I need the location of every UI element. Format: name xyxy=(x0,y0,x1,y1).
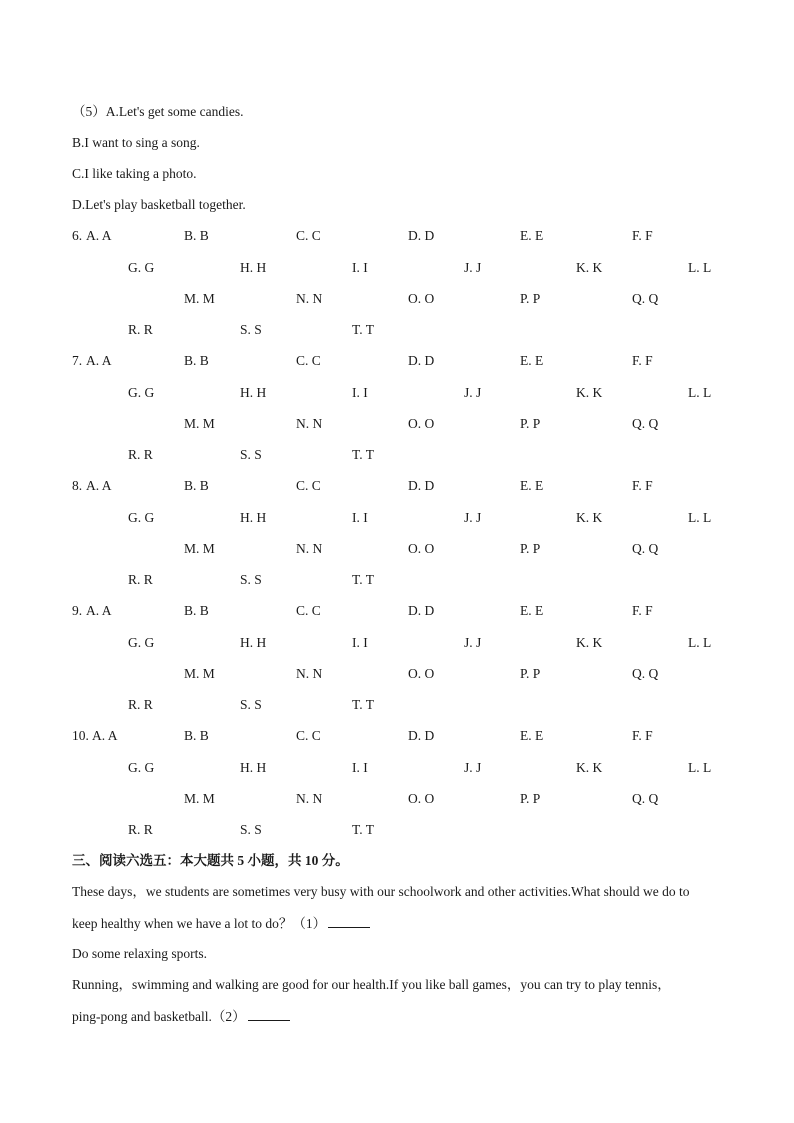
choice: E. E xyxy=(520,478,544,493)
choice: L. L xyxy=(688,510,712,525)
choice: D. D xyxy=(408,228,435,243)
question-number: 10. xyxy=(72,728,89,743)
choice: E. E xyxy=(520,228,544,243)
choice: P. P xyxy=(520,666,541,681)
choice: C. C xyxy=(296,728,321,743)
passage-line: Do some relaxing sports. xyxy=(72,946,207,961)
choice: R. R xyxy=(128,697,153,712)
choice: A. A xyxy=(86,478,112,493)
choice: H. H xyxy=(240,385,267,400)
choice: G. G xyxy=(128,385,155,400)
choice: D. D xyxy=(408,728,435,743)
choice: T. T xyxy=(352,572,374,587)
choice: I. I xyxy=(352,760,368,775)
choice: I. I xyxy=(352,385,368,400)
choice: O. O xyxy=(408,291,435,306)
choice: A. A xyxy=(86,353,112,368)
choice: G. G xyxy=(128,510,155,525)
choice: H. H xyxy=(240,260,267,275)
choice: E. E xyxy=(520,353,544,368)
choice: T. T xyxy=(352,822,374,837)
choice: S. S xyxy=(240,322,262,337)
choice: T. T xyxy=(352,697,374,712)
choice: C. C xyxy=(296,478,321,493)
choice: T. T xyxy=(352,447,374,462)
choice: O. O xyxy=(408,666,435,681)
choice: K. K xyxy=(576,260,603,275)
choice: J. J xyxy=(464,510,482,525)
choice: B. B xyxy=(184,603,209,618)
choice: F. F xyxy=(632,228,653,243)
option-5a: （5）A.Let's get some candies. xyxy=(72,104,244,119)
choice: Q. Q xyxy=(632,541,659,556)
choice: N. N xyxy=(296,666,323,681)
choice: C. C xyxy=(296,603,321,618)
choice: I. I xyxy=(352,260,368,275)
answer-blank-2[interactable] xyxy=(248,1008,290,1021)
choice: L. L xyxy=(688,760,712,775)
section-heading: 三、阅读六选五：本大题共 5 小题，共 10 分。 xyxy=(72,853,349,868)
choice: L. L xyxy=(688,635,712,650)
question-7 xyxy=(0,353,794,478)
choice: S. S xyxy=(240,572,262,587)
choice: R. R xyxy=(128,572,153,587)
choice: N. N xyxy=(296,541,323,556)
choice: P. P xyxy=(520,416,541,431)
choice: D. D xyxy=(408,353,435,368)
choice: C. C xyxy=(296,228,321,243)
choice: P. P xyxy=(520,541,541,556)
choice: R. R xyxy=(128,322,153,337)
question-9 xyxy=(0,603,794,728)
choice: O. O xyxy=(408,791,435,806)
question-6 xyxy=(0,228,794,353)
choice: A. A xyxy=(86,228,112,243)
question-number: 6. xyxy=(72,228,83,243)
choice: F. F xyxy=(632,728,653,743)
choice: K. K xyxy=(576,510,603,525)
question-number: 8. xyxy=(72,478,83,493)
choice: O. O xyxy=(408,416,435,431)
choice: N. N xyxy=(296,416,323,431)
choice: K. K xyxy=(576,385,603,400)
question-10 xyxy=(0,728,794,853)
choice: B. B xyxy=(184,353,209,368)
choice: K. K xyxy=(576,635,603,650)
choice: D. D xyxy=(408,603,435,618)
choice: E. E xyxy=(520,728,544,743)
choice: J. J xyxy=(464,260,482,275)
choice: D. D xyxy=(408,478,435,493)
choice: A. A xyxy=(86,603,112,618)
choice: J. J xyxy=(464,385,482,400)
choice: C. C xyxy=(296,353,321,368)
choice: H. H xyxy=(240,760,267,775)
choice: P. P xyxy=(520,791,541,806)
choice: S. S xyxy=(240,447,262,462)
choice: S. S xyxy=(240,697,262,712)
question-number: 9. xyxy=(72,603,83,618)
choice: L. L xyxy=(688,260,712,275)
choice: E. E xyxy=(520,603,544,618)
question-8 xyxy=(0,478,794,603)
choice: Q. Q xyxy=(632,416,659,431)
option-5c: C.I like taking a photo. xyxy=(72,166,197,181)
choice: F. F xyxy=(632,603,653,618)
choice: H. H xyxy=(240,635,267,650)
choice: Q. Q xyxy=(632,291,659,306)
choice: R. R xyxy=(128,447,153,462)
choice: P. P xyxy=(520,291,541,306)
choice: T. T xyxy=(352,322,374,337)
choice: M. M xyxy=(184,541,215,556)
question-number: 7. xyxy=(72,353,83,368)
choice: F. F xyxy=(632,478,653,493)
choice: B. B xyxy=(184,478,209,493)
choice: I. I xyxy=(352,510,368,525)
choice: O. O xyxy=(408,541,435,556)
answer-blank-1[interactable] xyxy=(328,915,370,928)
passage-line: keep healthy when we have a lot to do？（1） xyxy=(72,915,370,932)
choice: L. L xyxy=(688,385,712,400)
choice: J. J xyxy=(464,635,482,650)
choice: B. B xyxy=(184,228,209,243)
choice: G. G xyxy=(128,635,155,650)
passage-line: ping-pong and basketball.（2） xyxy=(72,1008,290,1025)
choice: M. M xyxy=(184,416,215,431)
choice: H. H xyxy=(240,510,267,525)
choice: R. R xyxy=(128,822,153,837)
choice: A. A xyxy=(92,728,118,743)
choice: N. N xyxy=(296,291,323,306)
choice: B. B xyxy=(184,728,209,743)
choice: M. M xyxy=(184,791,215,806)
option-5b: B.I want to sing a song. xyxy=(72,135,200,150)
choice: M. M xyxy=(184,291,215,306)
choice: S. S xyxy=(240,822,262,837)
choice: J. J xyxy=(464,760,482,775)
passage-line: Running，swimming and walking are good for our health.If you like ball games，you can try to play tennis， xyxy=(72,977,671,992)
option-5d: D.Let's play basketball together. xyxy=(72,197,246,212)
choice: Q. Q xyxy=(632,791,659,806)
choice: M. M xyxy=(184,666,215,681)
choice: G. G xyxy=(128,760,155,775)
passage-line: These days，we students are sometimes very busy with our schoolwork and other activities.What should we do to xyxy=(72,884,690,899)
choice: Q. Q xyxy=(632,666,659,681)
choice: F. F xyxy=(632,353,653,368)
choice: N. N xyxy=(296,791,323,806)
choice: I. I xyxy=(352,635,368,650)
choice: K. K xyxy=(576,760,603,775)
choice: G. G xyxy=(128,260,155,275)
